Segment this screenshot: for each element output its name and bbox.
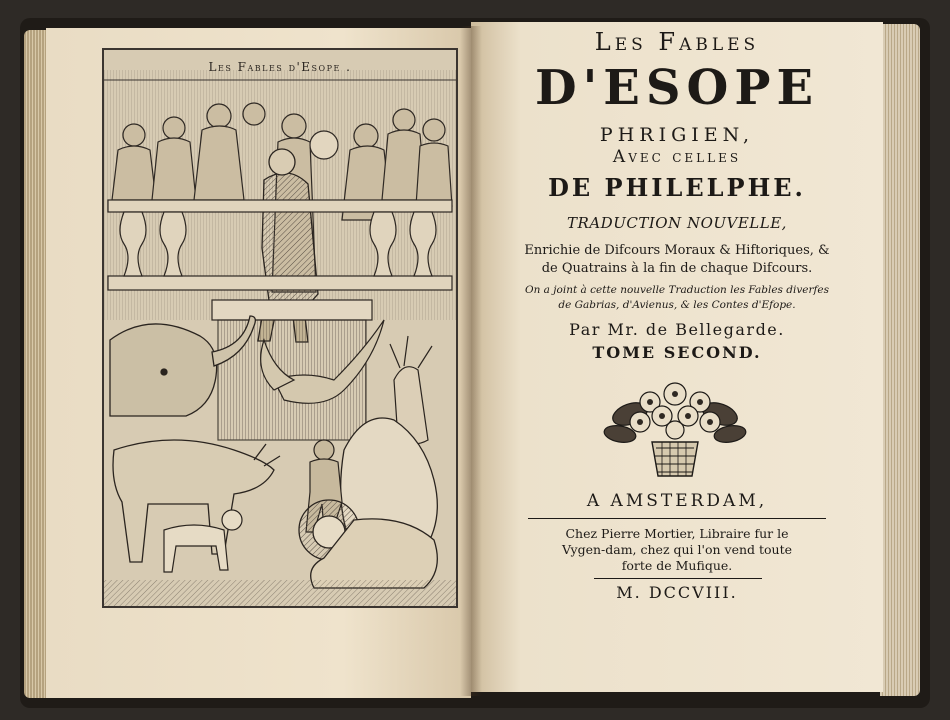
page-edges-right: [880, 24, 920, 696]
title-line-philelphe: DE PHILELPHE.: [548, 173, 806, 202]
publisher-line-3: forte de Mufique.: [621, 558, 733, 573]
frontispiece-engraving: [102, 48, 458, 608]
title-line-les-fables: Les Fables: [594, 28, 760, 56]
imprint-year: M. DCCVIII.: [616, 583, 738, 602]
imprint-city: A AMSTERDAM,: [586, 491, 768, 511]
volume-line: TOME SECOND.: [592, 343, 762, 362]
flower-basket-ornament: [600, 378, 750, 480]
engraving-illustration: [104, 50, 456, 606]
imprint-rule-bottom: [594, 578, 762, 579]
title-line-gabrias: de Gabrias, d'Avienus, & les Contes d'Efope.: [558, 299, 796, 311]
title-line-quatrains: de Quatrains à la fin de chaque Difcours.: [541, 261, 813, 276]
author-line: Par Mr. de Bellegarde.: [569, 320, 785, 339]
engraving-caption: Les Fables d'Esope .: [208, 60, 352, 74]
title-line-avec-celles: Avec celles: [612, 147, 742, 167]
title-line-desope: D'ESOPE: [534, 60, 820, 116]
publisher-line-1: Chez Pierre Mortier, Libraire fur le: [565, 526, 789, 541]
publisher-line-2: Vygen-dam, chez qui l'on vend toute: [561, 542, 793, 557]
title-line-on-a-joint: On a joint à cette nouvelle Traduction les Fables diverfes: [524, 284, 830, 296]
title-line-phrigien: PHRIGIEN,: [599, 124, 755, 146]
title-line-traduction: TRADUCTION NOUVELLE,: [567, 214, 787, 232]
title-line-enrichie: Enrichie de Difcours Moraux & Hiftoriques, &: [524, 243, 830, 258]
imprint-rule-top: [528, 518, 826, 519]
